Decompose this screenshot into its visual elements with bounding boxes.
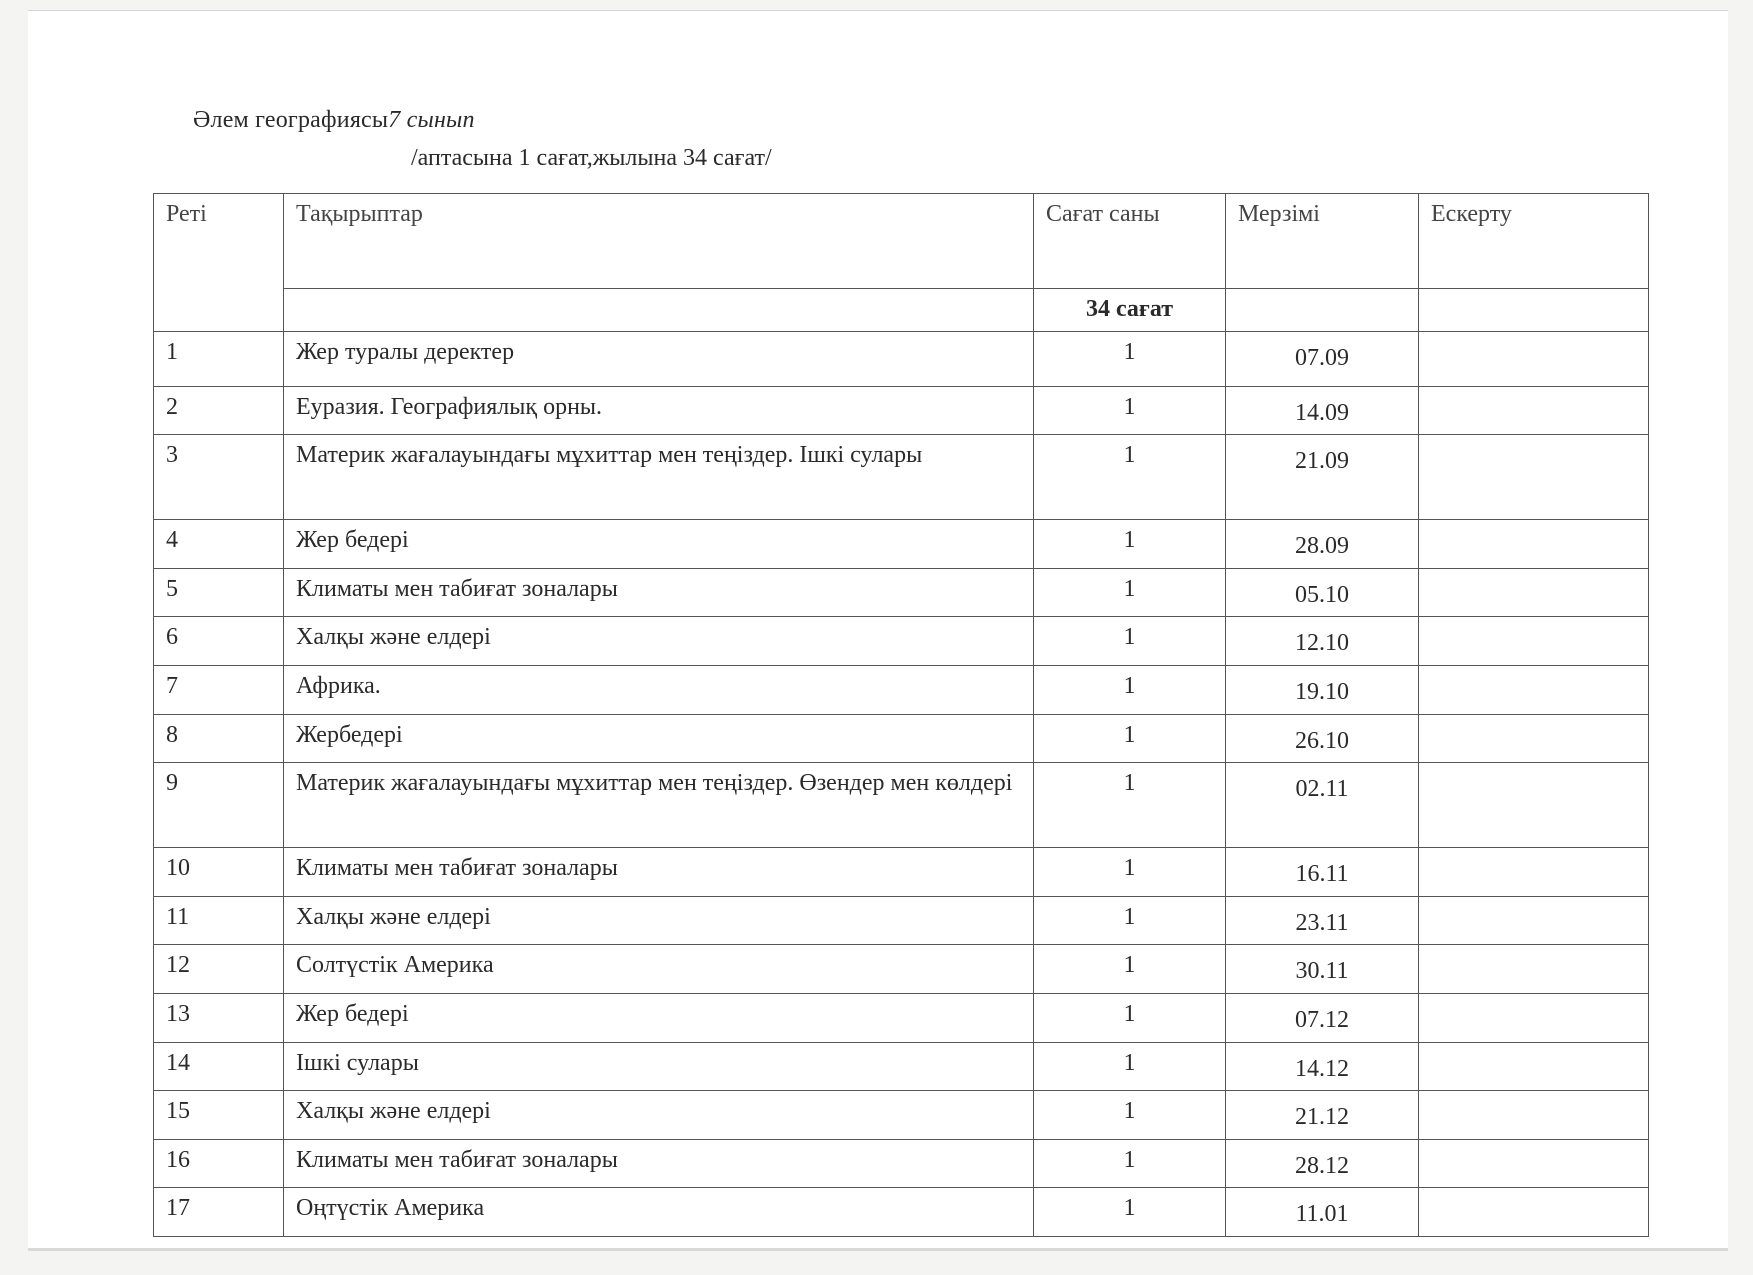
lesson-plan-table (153, 193, 1649, 1237)
total-topic-empty (284, 289, 1034, 332)
row-topic: Жер туралы деректер (284, 331, 1034, 386)
table-row (154, 568, 1649, 617)
row-date: 26.10 (1226, 714, 1419, 763)
header-hours: Сағат саны (1034, 194, 1226, 289)
row-note (1419, 331, 1649, 386)
row-hours: 1 (1034, 993, 1226, 1042)
row-date: 11.01 (1226, 1188, 1419, 1237)
total-hours-row (154, 289, 1649, 332)
row-note (1419, 386, 1649, 435)
table-row (154, 945, 1649, 994)
row-date: 19.10 (1226, 665, 1419, 714)
table-row (154, 386, 1649, 435)
row-hours: 1 (1034, 945, 1226, 994)
row-date: 28.12 (1226, 1139, 1419, 1188)
row-hours: 1 (1034, 435, 1226, 520)
row-number: 16 (154, 1139, 284, 1188)
row-date: 05.10 (1226, 568, 1419, 617)
row-number: 7 (154, 665, 284, 714)
row-number: 11 (154, 896, 284, 945)
row-number: 3 (154, 435, 284, 520)
row-date: 30.11 (1226, 945, 1419, 994)
row-topic: Материк жағалауындағы мұхиттар мен теңіздер. Ішкі сулары (284, 435, 1034, 520)
table-row (154, 331, 1649, 386)
total-note-empty (1419, 289, 1649, 332)
row-number: 9 (154, 763, 284, 848)
row-date: 02.11 (1226, 763, 1419, 848)
table-row (154, 665, 1649, 714)
row-date: 14.09 (1226, 386, 1419, 435)
row-number: 5 (154, 568, 284, 617)
grade-label: 7 сынып (388, 107, 475, 133)
row-note (1419, 763, 1649, 848)
table-row (154, 1042, 1649, 1091)
row-date: 16.11 (1226, 848, 1419, 897)
row-number: 1 (154, 331, 284, 386)
row-hours: 1 (1034, 1139, 1226, 1188)
row-topic: Жер бедері (284, 520, 1034, 569)
row-topic: Материк жағалауындағы мұхиттар мен теңіздер. Өзендер мен көлдері (284, 763, 1034, 848)
table-row (154, 993, 1649, 1042)
table-row (154, 848, 1649, 897)
row-note (1419, 1139, 1649, 1188)
row-number: 4 (154, 520, 284, 569)
row-topic: Ішкі сулары (284, 1042, 1034, 1091)
row-hours: 1 (1034, 568, 1226, 617)
row-topic: Климаты мен табиғат зоналары (284, 848, 1034, 897)
header-num: Реті (154, 194, 284, 332)
hours-note: /аптасына 1 сағат,жылына 34 сағат/ (411, 145, 772, 171)
row-note (1419, 945, 1649, 994)
row-date: 21.12 (1226, 1091, 1419, 1140)
row-topic: Халқы және елдері (284, 617, 1034, 666)
row-note (1419, 568, 1649, 617)
row-topic: Жербедері (284, 714, 1034, 763)
header-topic: Тақырыптар (284, 194, 1034, 289)
row-date: 07.12 (1226, 993, 1419, 1042)
row-topic: Климаты мен табиғат зоналары (284, 1139, 1034, 1188)
row-hours: 1 (1034, 896, 1226, 945)
row-topic: Халқы және елдері (284, 1091, 1034, 1140)
row-hours: 1 (1034, 1188, 1226, 1237)
row-hours: 1 (1034, 714, 1226, 763)
row-note (1419, 714, 1649, 763)
row-note (1419, 896, 1649, 945)
row-hours: 1 (1034, 665, 1226, 714)
row-topic: Солтүстік Америка (284, 945, 1034, 994)
row-hours: 1 (1034, 763, 1226, 848)
row-note (1419, 617, 1649, 666)
row-note (1419, 1188, 1649, 1237)
row-hours: 1 (1034, 386, 1226, 435)
row-hours: 1 (1034, 331, 1226, 386)
row-number: 15 (154, 1091, 284, 1140)
table-row (154, 1091, 1649, 1140)
total-date-empty (1226, 289, 1419, 332)
row-hours: 1 (1034, 1091, 1226, 1140)
table-row (154, 617, 1649, 666)
row-topic: Климаты мен табиғат зоналары (284, 568, 1034, 617)
row-number: 10 (154, 848, 284, 897)
document-title (193, 107, 475, 134)
row-note (1419, 1091, 1649, 1140)
table-row (154, 896, 1649, 945)
table-row (154, 763, 1649, 848)
row-number: 6 (154, 617, 284, 666)
row-note (1419, 848, 1649, 897)
table-header-row (154, 194, 1649, 289)
row-hours: 1 (1034, 617, 1226, 666)
subject-name: Әлем географиясы (193, 107, 389, 133)
row-date: 14.12 (1226, 1042, 1419, 1091)
row-number: 2 (154, 386, 284, 435)
table-row (154, 1188, 1649, 1237)
table-row (154, 435, 1649, 520)
row-note (1419, 520, 1649, 569)
page-bottom-edge (28, 1248, 1728, 1251)
row-topic: Халқы және елдері (284, 896, 1034, 945)
total-hours: 34 сағат (1034, 289, 1226, 332)
row-topic: Оңтүстік Америка (284, 1188, 1034, 1237)
table-row (154, 714, 1649, 763)
row-number: 13 (154, 993, 284, 1042)
row-note (1419, 1042, 1649, 1091)
table-row (154, 1139, 1649, 1188)
row-topic: Африка. (284, 665, 1034, 714)
row-date: 07.09 (1226, 331, 1419, 386)
row-date: 23.11 (1226, 896, 1419, 945)
row-date: 28.09 (1226, 520, 1419, 569)
row-number: 14 (154, 1042, 284, 1091)
row-topic: Еуразия. Географиялық орны. (284, 386, 1034, 435)
row-number: 12 (154, 945, 284, 994)
header-note: Ескерту (1419, 194, 1649, 289)
table-row (154, 520, 1649, 569)
row-hours: 1 (1034, 848, 1226, 897)
row-number: 17 (154, 1188, 284, 1237)
header-date: Мерзімі (1226, 194, 1419, 289)
row-number: 8 (154, 714, 284, 763)
row-note (1419, 665, 1649, 714)
row-date: 21.09 (1226, 435, 1419, 520)
row-date: 12.10 (1226, 617, 1419, 666)
row-hours: 1 (1034, 520, 1226, 569)
row-hours: 1 (1034, 1042, 1226, 1091)
row-note (1419, 993, 1649, 1042)
row-note (1419, 435, 1649, 520)
row-topic: Жер бедері (284, 993, 1034, 1042)
